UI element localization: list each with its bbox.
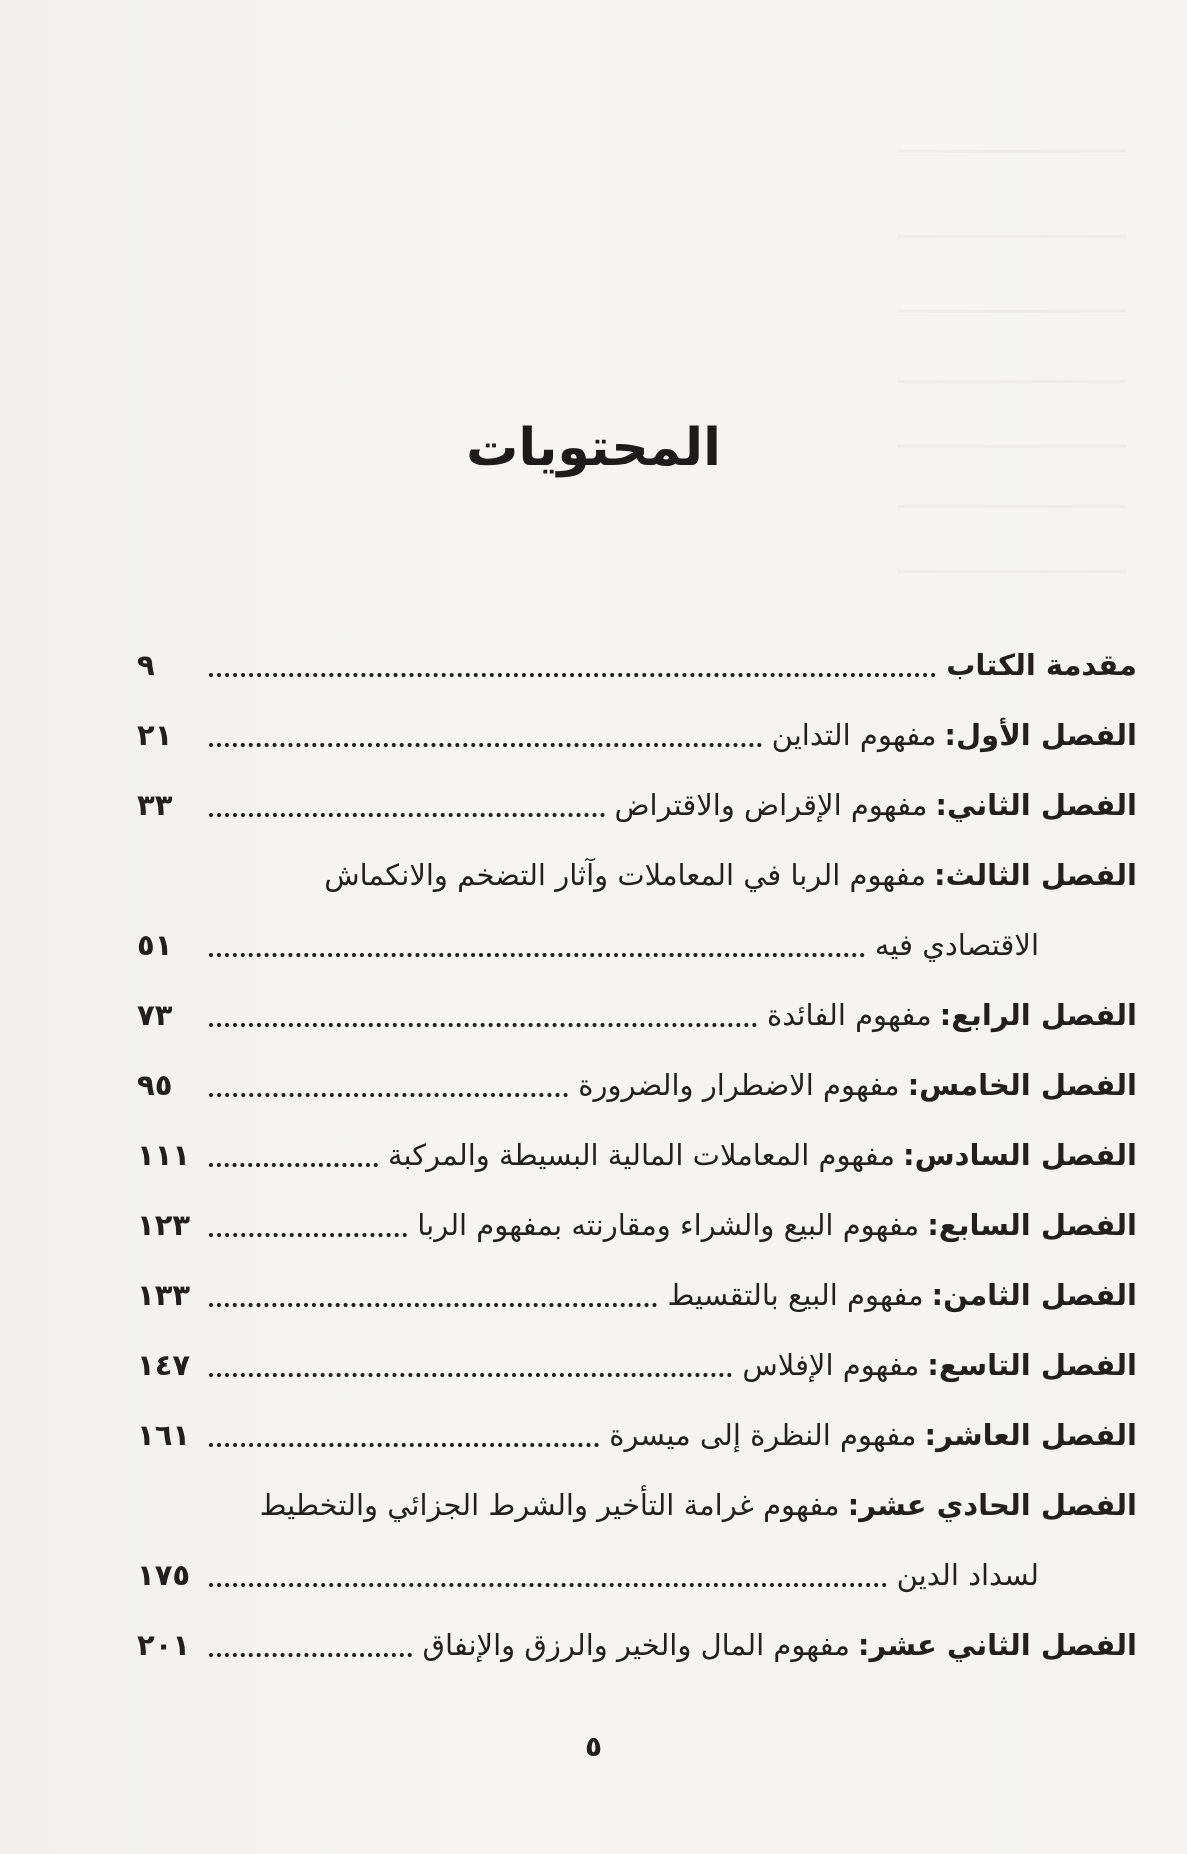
toc-chapter: الفصل السابع: [927,1208,1137,1242]
toc-page-number: ١٢٣ [137,1208,191,1242]
toc-entry[interactable] [137,1190,1137,1260]
bleed-through-line [897,380,1127,383]
toc-entry[interactable] [137,1120,1137,1190]
toc-page-number: ١٤٧ [137,1348,191,1382]
dot-leader [209,1345,732,1377]
toc-heading: مفهوم النظرة إلى ميسرة [609,1418,917,1452]
bleed-through-line [897,570,1127,573]
bleed-through-line [897,235,1127,238]
toc-heading: مفهوم الإقراض والاقتراض [614,788,928,822]
toc-chapter: الفصل الثاني عشر: [857,1628,1137,1662]
toc-entry[interactable] [137,1400,1137,1470]
dot-leader [209,995,757,1027]
toc-page-number: ٢٠١ [137,1628,191,1662]
toc-entry[interactable] [137,1470,1137,1540]
toc-chapter: الفصل الأول: [944,718,1137,752]
table-of-contents [137,630,1137,1680]
toc-heading: مفهوم الفائدة [767,998,932,1032]
toc-entry[interactable] [137,1330,1137,1400]
toc-page-number: ١١١ [137,1138,191,1172]
toc-chapter: الفصل السادس: [903,1138,1137,1172]
toc-heading: مفهوم التداين [771,718,937,752]
page-number-footer: ٥ [584,1730,603,1763]
toc-page-number: ١٣٣ [137,1278,191,1312]
toc-heading: مفهوم البيع والشراء ومقارنته بمفهوم الربا [417,1208,920,1242]
dot-leader [209,1625,412,1657]
toc-chapter: الفصل الثاني: [935,788,1137,822]
dot-leader [209,645,936,677]
toc-page-number: ٢١ [137,718,173,752]
toc-heading: مفهوم الربا في المعاملات وآثار التضخم والانكماش [324,858,926,892]
toc-entry[interactable] [137,1050,1137,1120]
toc-heading: مفهوم الإفلاس [742,1348,920,1382]
toc-chapter: الفصل العاشر: [924,1418,1137,1452]
toc-heading-continuation: لسداد الدين [896,1558,1039,1592]
toc-heading: مفهوم المال والخير والرزق والإنفاق [422,1628,850,1662]
toc-heading: مفهوم المعاملات المالية البسيطة والمركبة [388,1138,896,1172]
bleed-through-line [897,150,1127,153]
toc-page-number: ١٧٥ [137,1558,191,1592]
toc-entry[interactable] [137,700,1137,770]
dot-leader [209,1065,568,1097]
toc-chapter: مقدمة الكتاب [946,648,1137,682]
toc-entry-continuation [137,1540,1137,1610]
toc-chapter: الفصل الخامس: [907,1068,1137,1102]
toc-chapter: الفصل التاسع: [927,1348,1137,1382]
toc-heading: مفهوم غرامة التأخير والشرط الجزائي والتخطيط [259,1488,840,1522]
page-title: المحتويات [466,418,721,478]
toc-page-number: ١٦١ [137,1418,191,1452]
toc-page-number: ٩٥ [137,1068,173,1102]
dot-leader [209,785,605,817]
bleed-through-line [897,310,1127,313]
toc-chapter: الفصل الثالث: [934,858,1137,892]
toc-page-number: ٣٣ [137,788,173,822]
toc-entry[interactable] [137,980,1137,1050]
toc-heading: مفهوم البيع بالتقسيط [667,1278,924,1312]
dot-leader [209,925,865,957]
toc-heading-continuation: الاقتصادي فيه [874,928,1039,962]
toc-heading: مفهوم الاضطرار والضرورة [578,1068,900,1102]
dot-leader [209,1135,378,1167]
toc-entry[interactable] [137,770,1137,840]
toc-entry[interactable] [137,1610,1137,1680]
dot-leader [209,1205,407,1237]
toc-entry[interactable] [137,630,1137,700]
toc-page-number: ٥١ [137,928,173,962]
toc-chapter: الفصل الثامن: [931,1278,1137,1312]
dot-leader [209,1555,887,1587]
toc-entry[interactable] [137,1260,1137,1330]
toc-chapter: الفصل الرابع: [939,998,1137,1032]
dot-leader [209,1275,657,1307]
toc-page-number: ٩ [137,648,155,682]
dot-leader [209,715,762,747]
toc-entry[interactable] [137,840,1137,910]
bleed-through-line [897,505,1127,508]
dot-leader [209,1415,599,1447]
toc-page-number: ٧٣ [137,998,173,1032]
toc-entry-continuation [137,910,1137,980]
toc-chapter: الفصل الحادي عشر: [847,1488,1137,1522]
